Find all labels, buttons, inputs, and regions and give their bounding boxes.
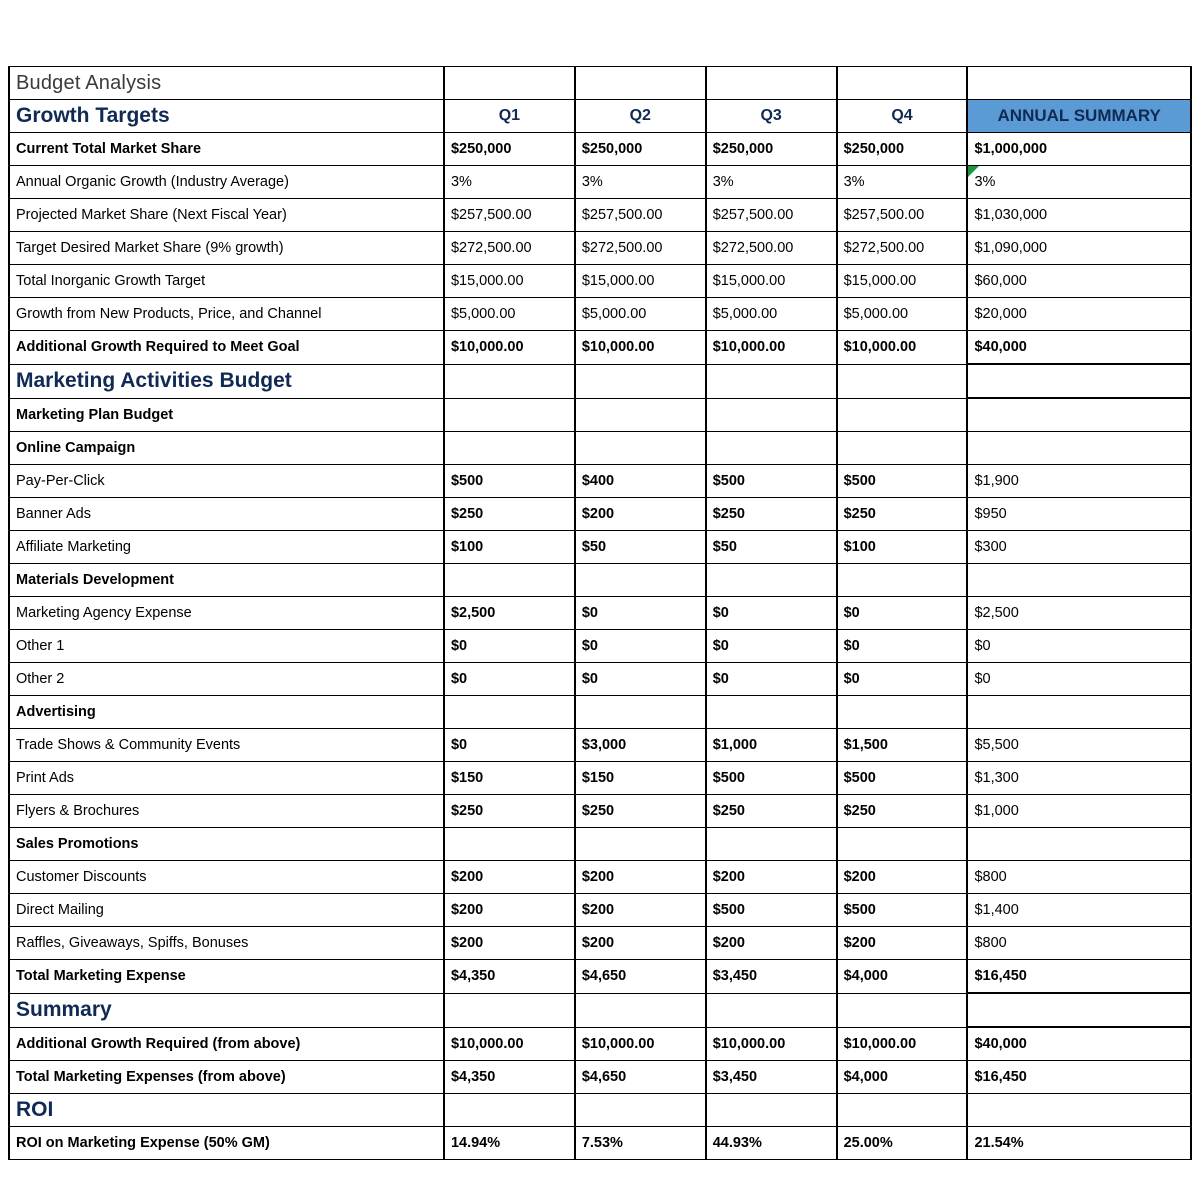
cell-q1[interactable]: $2,500: [444, 597, 575, 630]
cell-q3[interactable]: $257,500.00: [706, 199, 837, 232]
table-row: [9, 729, 1191, 762]
cell-q4[interactable]: $200: [837, 861, 968, 894]
section-blank-q2: [575, 364, 706, 398]
cell-annual[interactable]: $1,900: [967, 465, 1191, 498]
cell-q4[interactable]: [837, 564, 968, 597]
section-blank-q2: [575, 1094, 706, 1127]
cell-q3[interactable]: $3,450: [706, 960, 837, 994]
cell-q3[interactable]: 44.93%: [706, 1127, 837, 1160]
cell-q2[interactable]: $3,000: [575, 729, 706, 762]
section-blank-annual: [967, 993, 1191, 1027]
title-blank-q4: [837, 67, 968, 100]
cell-annual[interactable]: [967, 828, 1191, 861]
cell-q2[interactable]: $15,000.00: [575, 265, 706, 298]
table-row: [9, 597, 1191, 630]
cell-q3[interactable]: $10,000.00: [706, 331, 837, 365]
table-row: [9, 133, 1191, 166]
table-row-title: [9, 67, 1191, 100]
column-header-annual-summary: ANNUAL SUMMARY: [967, 100, 1191, 133]
cell-q2[interactable]: $200: [575, 927, 706, 960]
cell-q4[interactable]: $500: [837, 465, 968, 498]
cell-q1[interactable]: $15,000.00: [444, 265, 575, 298]
cell-q3[interactable]: $0: [706, 663, 837, 696]
cell-q3[interactable]: [706, 398, 837, 432]
cell-annual[interactable]: $1,030,000: [967, 199, 1191, 232]
row-label-pay-per-click: Pay-Per-Click: [9, 465, 444, 498]
row-label-flyers-brochures: Flyers & Brochures: [9, 795, 444, 828]
cell-q2[interactable]: $0: [575, 630, 706, 663]
cell-q4[interactable]: $4,000: [837, 960, 968, 994]
cell-q1[interactable]: $250: [444, 498, 575, 531]
cell-q3[interactable]: 3%: [706, 166, 837, 199]
section-blank-q4: [837, 1094, 968, 1127]
section-blank-q4: [837, 993, 968, 1027]
cell-q4[interactable]: $257,500.00: [837, 199, 968, 232]
table-row-section-marketing-activities: [9, 364, 1191, 398]
cell-annual[interactable]: $16,450: [967, 960, 1191, 994]
spreadsheet-sheet: [8, 66, 1192, 1160]
cell-q3[interactable]: $1,000: [706, 729, 837, 762]
cell-annual[interactable]: [967, 432, 1191, 465]
sheet-title-cell: Budget Analysis: [9, 67, 444, 100]
cell-q1[interactable]: [444, 564, 575, 597]
section-blank-annual: [967, 364, 1191, 398]
title-blank-q1: [444, 67, 575, 100]
column-header-q4: Q4: [837, 100, 968, 133]
cell-q4[interactable]: $500: [837, 894, 968, 927]
cell-q4[interactable]: $0: [837, 597, 968, 630]
cell-annual[interactable]: $1,000,000: [967, 133, 1191, 166]
cell-q1[interactable]: $0: [444, 630, 575, 663]
row-label-materials-development: Materials Development: [9, 564, 444, 597]
cell-q1[interactable]: [444, 432, 575, 465]
table-row: [9, 663, 1191, 696]
row-label-growth-from-new-products: Growth from New Products, Price, and Channel: [9, 298, 444, 331]
cell-annual[interactable]: $1,300: [967, 762, 1191, 795]
row-label-advertising: Advertising: [9, 696, 444, 729]
cell-q3[interactable]: $200: [706, 927, 837, 960]
row-label-raffles-giveaways: Raffles, Giveaways, Spiffs, Bonuses: [9, 927, 444, 960]
cell-annual[interactable]: $800: [967, 927, 1191, 960]
table-row: [9, 927, 1191, 960]
cell-q1[interactable]: [444, 828, 575, 861]
section-blank-q1: [444, 364, 575, 398]
cell-annual[interactable]: $0: [967, 663, 1191, 696]
cell-q2[interactable]: 3%: [575, 166, 706, 199]
cell-q4[interactable]: [837, 696, 968, 729]
cell-q1[interactable]: [444, 398, 575, 432]
cell-q4[interactable]: $250: [837, 795, 968, 828]
table-row: [9, 398, 1191, 432]
cell-q2[interactable]: $10,000.00: [575, 331, 706, 365]
cell-q2[interactable]: $50: [575, 531, 706, 564]
row-label-total-marketing-expenses-from-above: Total Marketing Expenses (from above): [9, 1061, 444, 1094]
cell-q2[interactable]: $0: [575, 597, 706, 630]
cell-q3[interactable]: $500: [706, 465, 837, 498]
row-label-print-ads: Print Ads: [9, 762, 444, 795]
cell-annual[interactable]: $1,090,000: [967, 232, 1191, 265]
cell-q3[interactable]: $250,000: [706, 133, 837, 166]
table-row: [9, 696, 1191, 729]
cell-q2[interactable]: $200: [575, 498, 706, 531]
row-label-additional-growth-required-from-above: Additional Growth Required (from above): [9, 1027, 444, 1061]
cell-annual[interactable]: [967, 564, 1191, 597]
cell-q3[interactable]: $500: [706, 894, 837, 927]
section-header-summary: Summary: [9, 993, 444, 1027]
cell-q2[interactable]: $10,000.00: [575, 1027, 706, 1061]
row-label-current-total-market-share: Current Total Market Share: [9, 133, 444, 166]
table-row: [9, 960, 1191, 994]
row-label-sales-promotions: Sales Promotions: [9, 828, 444, 861]
row-label-affiliate-marketing: Affiliate Marketing: [9, 531, 444, 564]
cell-q3[interactable]: $50: [706, 531, 837, 564]
cell-q1[interactable]: $257,500.00: [444, 199, 575, 232]
table-row-section-growth-targets: [9, 100, 1191, 133]
row-label-trade-shows-community-events: Trade Shows & Community Events: [9, 729, 444, 762]
cell-q1[interactable]: $0: [444, 663, 575, 696]
title-blank-q2: [575, 67, 706, 100]
cell-q2[interactable]: $4,650: [575, 960, 706, 994]
table-row: [9, 166, 1191, 199]
table-row: [9, 199, 1191, 232]
cell-annual[interactable]: $950: [967, 498, 1191, 531]
cell-annual[interactable]: [967, 398, 1191, 432]
row-label-marketing-agency-expense: Marketing Agency Expense: [9, 597, 444, 630]
row-label-direct-mailing: Direct Mailing: [9, 894, 444, 927]
cell-q2[interactable]: [575, 696, 706, 729]
cell-q3[interactable]: $250: [706, 795, 837, 828]
cell-q2[interactable]: [575, 564, 706, 597]
column-header-q1: Q1: [444, 100, 575, 133]
table-row: [9, 762, 1191, 795]
cell-q4[interactable]: $5,000.00: [837, 298, 968, 331]
column-header-q3: Q3: [706, 100, 837, 133]
table-row: [9, 465, 1191, 498]
table-row-section-summary: [9, 993, 1191, 1027]
cell-q4[interactable]: $10,000.00: [837, 1027, 968, 1061]
cell-q4[interactable]: 3%: [837, 166, 968, 199]
cell-q2[interactable]: 7.53%: [575, 1127, 706, 1160]
cell-q3[interactable]: $0: [706, 630, 837, 663]
row-label-customer-discounts: Customer Discounts: [9, 861, 444, 894]
cell-q2[interactable]: $257,500.00: [575, 199, 706, 232]
table-row: [9, 265, 1191, 298]
cell-q4[interactable]: $0: [837, 630, 968, 663]
table-row: [9, 795, 1191, 828]
row-label-projected-market-share: Projected Market Share (Next Fiscal Year): [9, 199, 444, 232]
table-row: [9, 861, 1191, 894]
table-row: [9, 1127, 1191, 1160]
section-blank-q3: [706, 364, 837, 398]
cell-q2[interactable]: $250,000: [575, 133, 706, 166]
cell-q4[interactable]: $15,000.00: [837, 265, 968, 298]
table-row: [9, 1061, 1191, 1094]
cell-annual[interactable]: [967, 696, 1191, 729]
cell-annual[interactable]: $800: [967, 861, 1191, 894]
table-row: [9, 432, 1191, 465]
cell-q1[interactable]: $250,000: [444, 133, 575, 166]
cell-q1[interactable]: $4,350: [444, 960, 575, 994]
cell-q3[interactable]: [706, 696, 837, 729]
cell-q1[interactable]: $500: [444, 465, 575, 498]
cell-q2[interactable]: $200: [575, 861, 706, 894]
row-label-target-desired-market-share: Target Desired Market Share (9% growth): [9, 232, 444, 265]
cell-q1[interactable]: $200: [444, 894, 575, 927]
table-row: [9, 498, 1191, 531]
cell-q4[interactable]: $250: [837, 498, 968, 531]
cell-q4[interactable]: $4,000: [837, 1061, 968, 1094]
cell-q4[interactable]: $10,000.00: [837, 331, 968, 365]
cell-annual[interactable]: $2,500: [967, 597, 1191, 630]
row-label-annual-organic-growth: Annual Organic Growth (Industry Average): [9, 166, 444, 199]
cell-q1[interactable]: $0: [444, 729, 575, 762]
cell-q2[interactable]: $4,650: [575, 1061, 706, 1094]
cell-q4[interactable]: $200: [837, 927, 968, 960]
table-row: [9, 298, 1191, 331]
cell-annual[interactable]: $60,000: [967, 265, 1191, 298]
section-blank-annual: [967, 1094, 1191, 1127]
cell-annual[interactable]: $40,000: [967, 1027, 1191, 1061]
cell-annual[interactable]: 3%: [967, 166, 1191, 199]
row-label-other-1: Other 1: [9, 630, 444, 663]
cell-q4[interactable]: $0: [837, 663, 968, 696]
cell-annual[interactable]: $300: [967, 531, 1191, 564]
cell-q1[interactable]: $250: [444, 795, 575, 828]
table-row: [9, 894, 1191, 927]
table-row: [9, 531, 1191, 564]
cell-q1[interactable]: $200: [444, 861, 575, 894]
cell-q2[interactable]: $200: [575, 894, 706, 927]
cell-q3[interactable]: $3,450: [706, 1061, 837, 1094]
cell-q4[interactable]: $250,000: [837, 133, 968, 166]
table-row: [9, 564, 1191, 597]
cell-q4[interactable]: 25.00%: [837, 1127, 968, 1160]
row-label-total-inorganic-growth-target: Total Inorganic Growth Target: [9, 265, 444, 298]
table-row: [9, 828, 1191, 861]
cell-q3[interactable]: $15,000.00: [706, 265, 837, 298]
cell-q1[interactable]: $5,000.00: [444, 298, 575, 331]
cell-annual[interactable]: $0: [967, 630, 1191, 663]
cell-q1[interactable]: $100: [444, 531, 575, 564]
cell-q3[interactable]: [706, 432, 837, 465]
table-row: [9, 331, 1191, 365]
cell-q3[interactable]: $500: [706, 762, 837, 795]
cell-annual[interactable]: $40,000: [967, 331, 1191, 365]
cell-q2[interactable]: $5,000.00: [575, 298, 706, 331]
cell-q2[interactable]: [575, 398, 706, 432]
cell-q2[interactable]: $250: [575, 795, 706, 828]
row-label-online-campaign: Online Campaign: [9, 432, 444, 465]
cell-annual[interactable]: $1,000: [967, 795, 1191, 828]
cell-q3[interactable]: $0: [706, 597, 837, 630]
budget-analysis-table: [8, 66, 1192, 1160]
cell-q2[interactable]: $150: [575, 762, 706, 795]
row-label-banner-ads: Banner Ads: [9, 498, 444, 531]
row-label-total-marketing-expense: Total Marketing Expense: [9, 960, 444, 994]
title-blank-annual: [967, 67, 1191, 100]
row-label-roi-on-marketing-expense: ROI on Marketing Expense (50% GM): [9, 1127, 444, 1160]
column-header-q2: Q2: [575, 100, 706, 133]
cell-q4[interactable]: $272,500.00: [837, 232, 968, 265]
section-blank-q1: [444, 1094, 575, 1127]
cell-q3[interactable]: $250: [706, 498, 837, 531]
cell-q2[interactable]: $0: [575, 663, 706, 696]
cell-q2[interactable]: [575, 828, 706, 861]
section-blank-q3: [706, 993, 837, 1027]
section-blank-q3: [706, 1094, 837, 1127]
cell-q1[interactable]: $150: [444, 762, 575, 795]
cell-annual[interactable]: $16,450: [967, 1061, 1191, 1094]
cell-q1[interactable]: [444, 696, 575, 729]
cell-q4[interactable]: [837, 828, 968, 861]
table-row: [9, 232, 1191, 265]
cell-q3[interactable]: $200: [706, 861, 837, 894]
table-row: [9, 1027, 1191, 1061]
table-row-section-roi: [9, 1094, 1191, 1127]
cell-q4[interactable]: [837, 398, 968, 432]
cell-q2[interactable]: $272,500.00: [575, 232, 706, 265]
cell-q4[interactable]: $500: [837, 762, 968, 795]
cell-q1[interactable]: $10,000.00: [444, 1027, 575, 1061]
cell-q1[interactable]: $272,500.00: [444, 232, 575, 265]
cell-annual[interactable]: $20,000: [967, 298, 1191, 331]
cell-q3[interactable]: $10,000.00: [706, 1027, 837, 1061]
cell-q3[interactable]: $5,000.00: [706, 298, 837, 331]
cell-annual[interactable]: $5,500: [967, 729, 1191, 762]
cell-q4[interactable]: $100: [837, 531, 968, 564]
cell-q1[interactable]: $4,350: [444, 1061, 575, 1094]
cell-q3[interactable]: $272,500.00: [706, 232, 837, 265]
cell-q3[interactable]: [706, 828, 837, 861]
cell-q1[interactable]: 14.94%: [444, 1127, 575, 1160]
title-blank-q3: [706, 67, 837, 100]
cell-q3[interactable]: [706, 564, 837, 597]
cell-q4[interactable]: [837, 432, 968, 465]
cell-q1[interactable]: $200: [444, 927, 575, 960]
section-blank-q4: [837, 364, 968, 398]
row-label-other-2: Other 2: [9, 663, 444, 696]
table-row: [9, 630, 1191, 663]
section-header-growth-targets: Growth Targets: [9, 100, 444, 133]
section-header-roi: ROI: [9, 1094, 444, 1127]
row-label-marketing-plan-budget: Marketing Plan Budget: [9, 398, 444, 432]
cell-annual[interactable]: 21.54%: [967, 1127, 1191, 1160]
cell-q1[interactable]: $10,000.00: [444, 331, 575, 365]
section-blank-q2: [575, 993, 706, 1027]
section-blank-q1: [444, 993, 575, 1027]
cell-q2[interactable]: [575, 432, 706, 465]
cell-annual[interactable]: $1,400: [967, 894, 1191, 927]
cell-q2[interactable]: $400: [575, 465, 706, 498]
row-label-additional-growth-required: Additional Growth Required to Meet Goal: [9, 331, 444, 365]
cell-q1[interactable]: 3%: [444, 166, 575, 199]
cell-q4[interactable]: $1,500: [837, 729, 968, 762]
section-header-marketing-activities: Marketing Activities Budget: [9, 364, 444, 398]
